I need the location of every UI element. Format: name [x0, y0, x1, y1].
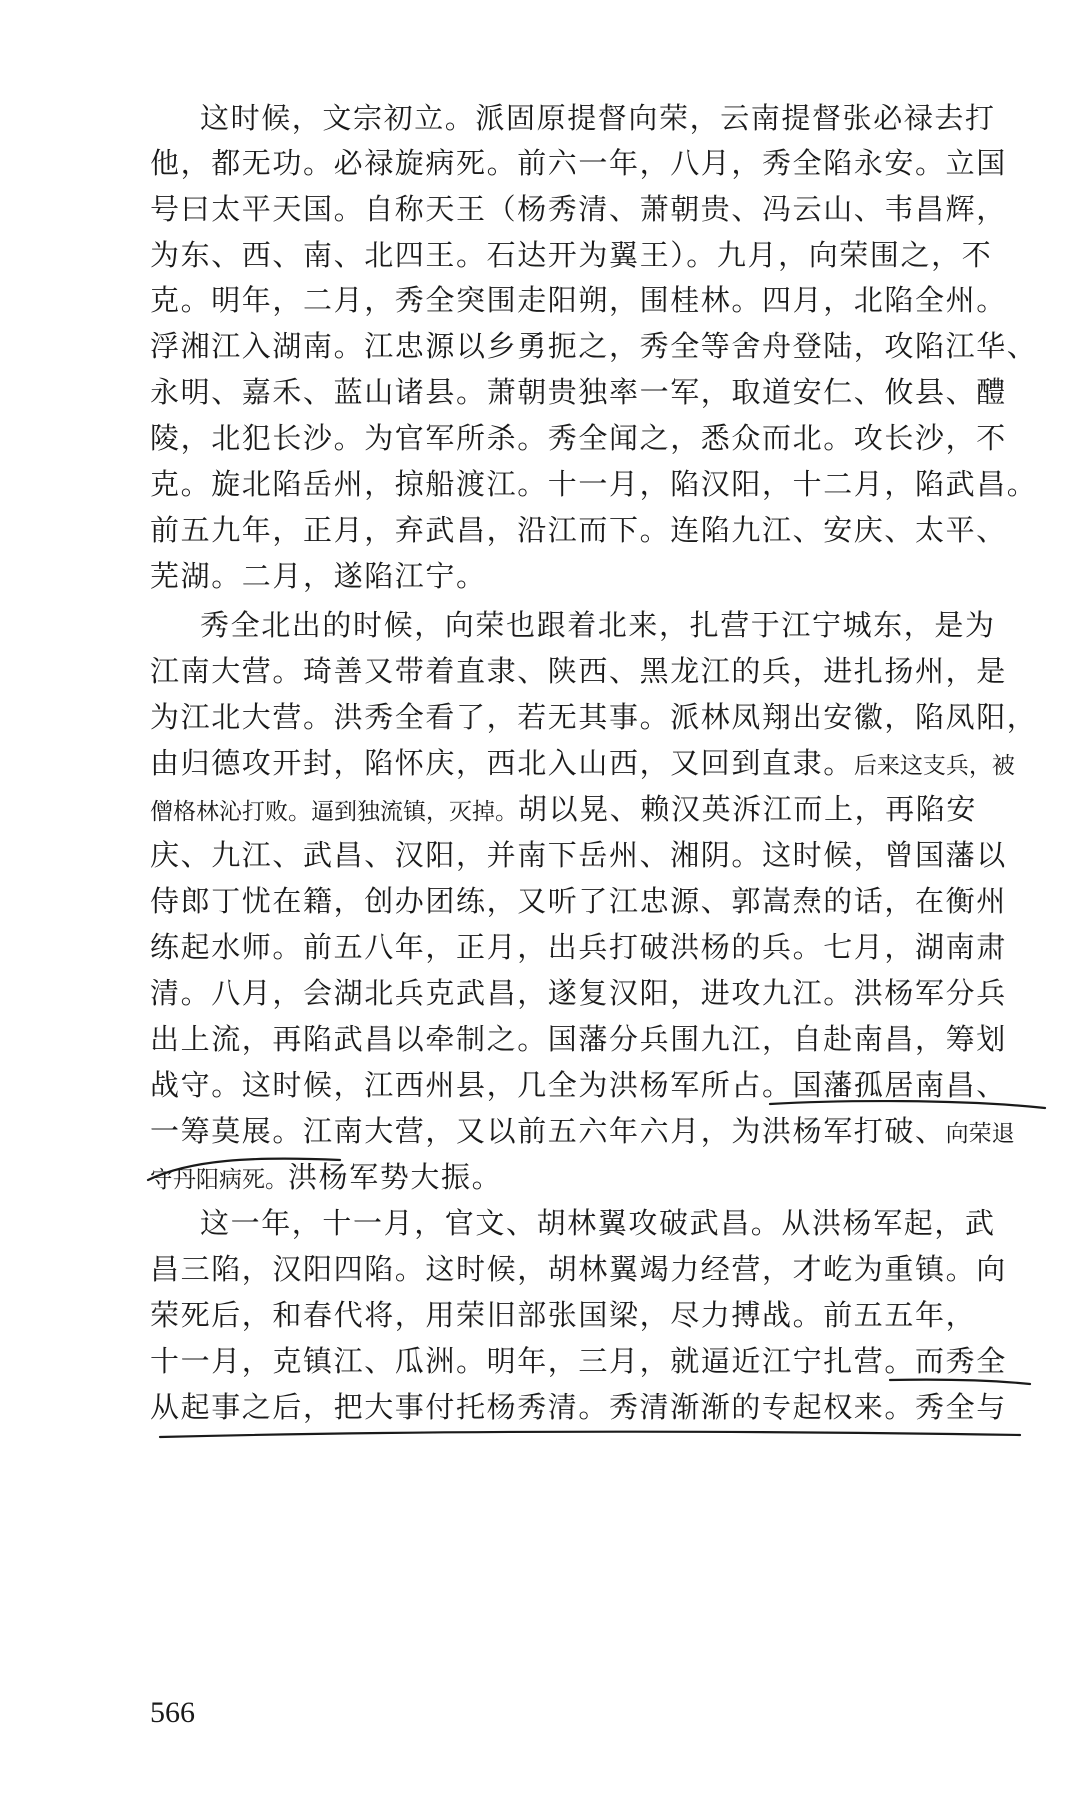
line-text: 号曰太平天国。自称天王（杨秀清、萧朝贵、冯云山、韦昌辉， [150, 192, 1007, 226]
small-print-text: 僧格林沁打败。逼到独流镇，灭掉。 [150, 799, 518, 825]
text-line [150, 556, 1010, 596]
text-line [150, 372, 1010, 412]
text-line [150, 1249, 1010, 1289]
text-line [150, 1341, 1010, 1381]
line-text: 战守。这时候，江西州县，几全为洪杨军所占。国藩孤居南昌、 [150, 1068, 1007, 1102]
line-text: 秀全北出的时候，向荣也跟着北来，扎营于江宁城东，是为 [200, 608, 996, 642]
text-line [150, 1157, 1010, 1197]
text-line [150, 235, 1010, 275]
text-line [150, 743, 1015, 783]
line-text: 十一月，克镇江、瓜洲。明年，三月，就逼近江宁扎营。而秀全 [150, 1344, 1007, 1378]
line-text: 为江北大营。洪秀全看了，若无其事。派林凤翔出安徽，陷凤阳， [150, 700, 1038, 734]
text-line [200, 1203, 1010, 1243]
text-line [150, 418, 1010, 458]
line-text: 克。旋北陷岳州，掠船渡江。十一月，陷汉阳，十二月，陷武昌。 [150, 467, 1038, 501]
text-line [150, 326, 1038, 366]
line-text: 他，都无功。必禄旋病死。前六一年，八月，秀全陷永安。立国 [150, 146, 1007, 180]
page-number: 566 [150, 1696, 195, 1729]
text-line [150, 464, 1038, 504]
small-print-text: 向荣退 [945, 1121, 1015, 1147]
text-line [150, 973, 1010, 1013]
line-text: 庆、九江、武昌、汉阳，并南下岳州、湘阴。这时候，曾国藩以 [150, 838, 1007, 872]
line-text: 陵，北犯长沙。为官军所杀。秀全闻之，悉众而北。攻长沙，不 [150, 421, 1007, 455]
text-line [150, 510, 1010, 550]
text-line [150, 927, 1010, 967]
line-text: 永明、嘉禾、蓝山诸县。萧朝贵独率一军，取道安仁、攸县、醴 [150, 375, 1007, 409]
line-text: 前五九年，正月，弃武昌，沿江而下。连陷九江、安庆、太平、 [150, 513, 1007, 547]
line-text: 荣死后，和春代将，用荣旧部张国梁，尽力搏战。前五五年， [150, 1298, 977, 1332]
line-text: 昌三陷，汉阳四陷。这时候，胡林翼竭力经营，才屹为重镇。向 [150, 1252, 1007, 1286]
line-text: 清。八月，会湖北兵克武昌，遂复汉阳，进攻九江。洪杨军分兵 [150, 976, 1007, 1010]
text-line [150, 1065, 1010, 1105]
text-line [150, 651, 1010, 691]
line-text: 这一年，十一月，官文、胡林翼攻破武昌。从洪杨军起，武 [200, 1206, 996, 1240]
underline-stroke [160, 1432, 1020, 1437]
line-text: 由归德攻开封，陷怀庆，西北入山西，又回到直隶。 [150, 746, 854, 780]
text-line [200, 98, 1010, 138]
text-line [150, 189, 1010, 229]
line-text: 洪杨军势大振。 [288, 1160, 503, 1194]
line-text: 这时候，文宗初立。派固原提督向荣，云南提督张必禄去打 [200, 101, 996, 135]
text-line [150, 280, 1010, 320]
line-text: 浮湘江入湖南。江忠源以乡勇扼之，秀全等舍舟登陆，攻陷江华、 [150, 329, 1038, 363]
text-line [150, 881, 1010, 921]
line-text: 侍郎丁忧在籍，创办团练，又听了江忠源、郭嵩焘的话，在衡州 [150, 884, 1007, 918]
small-print-text: 守丹阳病死。 [150, 1167, 288, 1193]
text-line [150, 1295, 1010, 1335]
text-line [150, 1019, 1010, 1059]
text-line [150, 835, 1010, 875]
text-line [150, 1111, 1015, 1151]
line-text: 芜湖。二月，遂陷江宁。 [150, 559, 487, 593]
line-text: 胡以晃、赖汉英泝江而上，再陷安 [518, 792, 978, 826]
text-line [200, 605, 1010, 645]
line-text: 出上流，再陷武昌以牵制之。国藩分兵围九江，自赴南昌，筹划 [150, 1022, 1007, 1056]
line-text: 克。明年，二月，秀全突围走阳朔，围桂林。四月，北陷全州。 [150, 283, 1007, 317]
line-text: 江南大营。琦善又带着直隶、陕西、黑龙江的兵，进扎扬州，是 [150, 654, 1007, 688]
small-print-text: 后来这支兵，被 [853, 753, 1015, 779]
line-text: 一筹莫展。江南大营，又以前五六年六月，为洪杨军打破、 [150, 1114, 946, 1148]
text-line [150, 1387, 1010, 1427]
text-line [150, 697, 1038, 737]
line-text: 从起事之后，把大事付托杨秀清。秀清渐渐的专起权来。秀全与 [150, 1390, 1007, 1424]
text-line [150, 143, 1010, 183]
text-line [150, 789, 1010, 829]
line-text: 练起水师。前五八年，正月，出兵打破洪杨的兵。七月，湖南肃 [150, 930, 1007, 964]
line-text: 为东、西、南、北四王。石达开为翼王）。九月，向荣围之，不 [150, 238, 993, 272]
